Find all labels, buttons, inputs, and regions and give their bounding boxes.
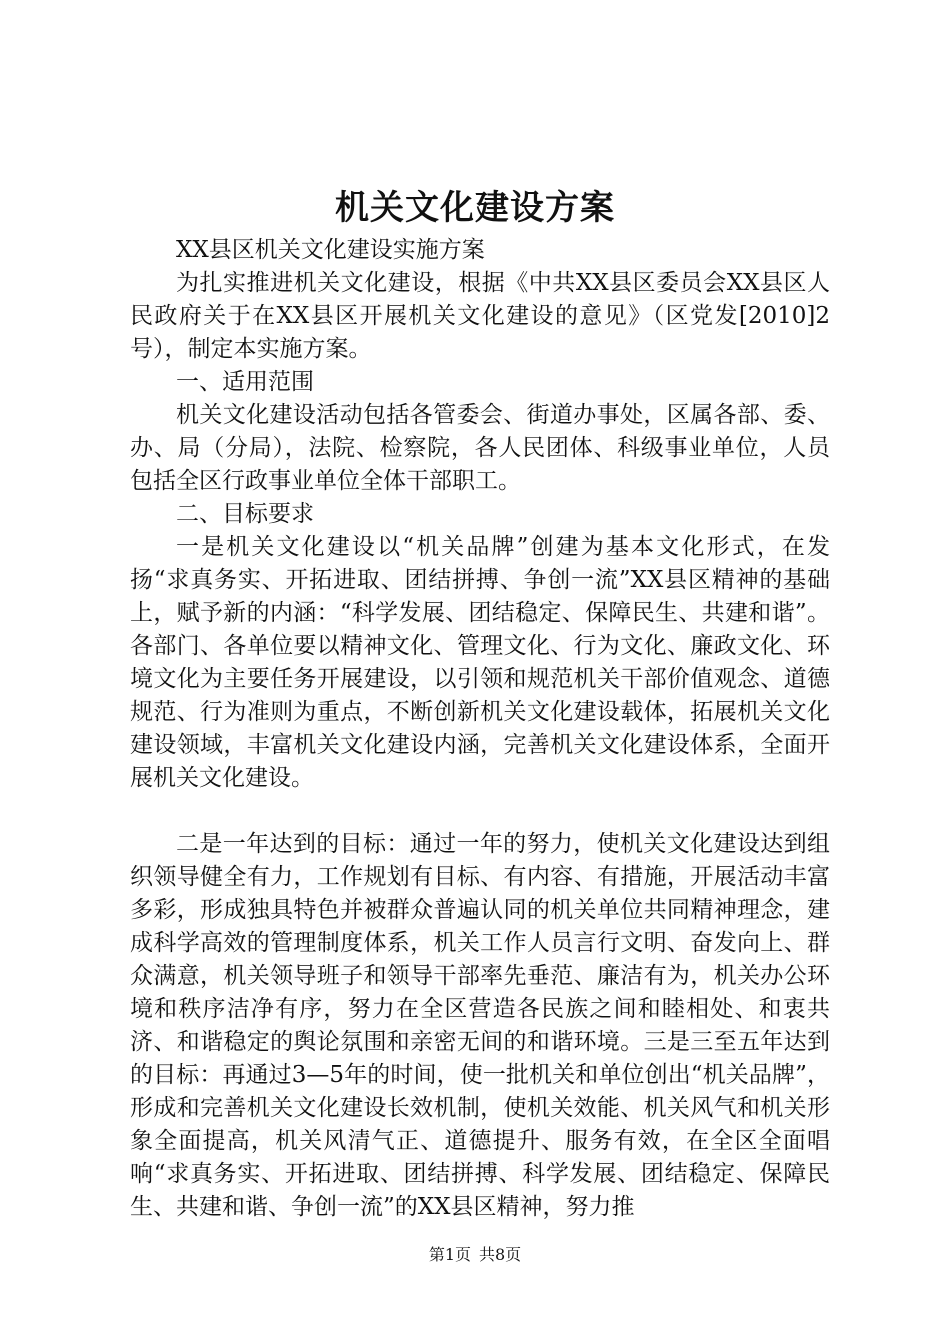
paragraph-goal-one: 一是机关文化建设以“机关品牌”创建为基本文化形式，在发扬“求真务实、开拓进取、团结拼搏、争创一流”XX县区精神的基础上，赋予新的内涵：“科学发展、团结稳定、保障民生、共建和谐”。各部门、各单位要以精神文化、管理文化、行为文化、廉政文化、环境文化为主要任务开展建设，以引领和规范机关干部价值观念、道德规范、行为准则为重点，不断创新机关文化建设载体，拓展机关文化建设领域，丰富机关文化建设内涵，完善机关文化建设体系，全面开展机关文化建设。 bbox=[130, 534, 830, 791]
page-number: 第1页 bbox=[428, 1245, 471, 1264]
document-body bbox=[130, 234, 830, 1224]
document-title: 机关文化建设方案 bbox=[335, 188, 615, 228]
section-heading-scope: 一、适用范围 bbox=[176, 369, 314, 395]
document-subtitle: XX县区机关文化建设实施方案 bbox=[176, 237, 485, 263]
paragraph-scope: 机关文化建设活动包括各管委会、街道办事处，区属各部、委、办、局（分局），法院、检察院，各人民团体、科级事业单位，人员包括全区行政事业单位全体干部职工。 bbox=[130, 402, 830, 494]
page-footer bbox=[0, 1244, 950, 1266]
paragraph-goal-two: 二是一年达到的目标：通过一年的努力，使机关文化建设达到组织领导健全有力，工作规划有目标、有内容、有措施，开展活动丰富多彩，形成独具特色并被群众普遍认同的机关单位共同精神理念，建成科学高效的管理制度体系，机关工作人员言行文明、奋发向上、群众满意，机关领导班子和领导干部率先垂范、廉洁有为，机关办公环境和秩序洁净有序，努力在全区营造各民族之间和睦相处、和衷共济、和谐稳定的舆论氛围和亲密无间的和谐环境。三是三至五年达到的目标：再通过3—5年的时间，使一批机关和单位创出“机关品牌”，形成和完善机关文化建设长效机制，使机关效能、机关风气和机关形象全面提高，机关风清气正、道德提升、服务有效，在全区全面唱响“求真务实、开拓进取、团结拼搏、科学发展、团结稳定、保障民生、共建和谐、争创一流”的XX县区精神，努力推 bbox=[130, 831, 830, 1220]
paragraph-spacer bbox=[130, 795, 830, 828]
paragraph-intro: 为扎实推进机关文化建设，根据《中共XX县区委员会XX县区人民政府关于在XX县区开展机关文化建设的意见》（区党发[2010]2号），制定本实施方案。 bbox=[130, 270, 830, 362]
section-heading-goals: 二、目标要求 bbox=[176, 501, 314, 527]
page-total: 共8页 bbox=[479, 1245, 522, 1264]
